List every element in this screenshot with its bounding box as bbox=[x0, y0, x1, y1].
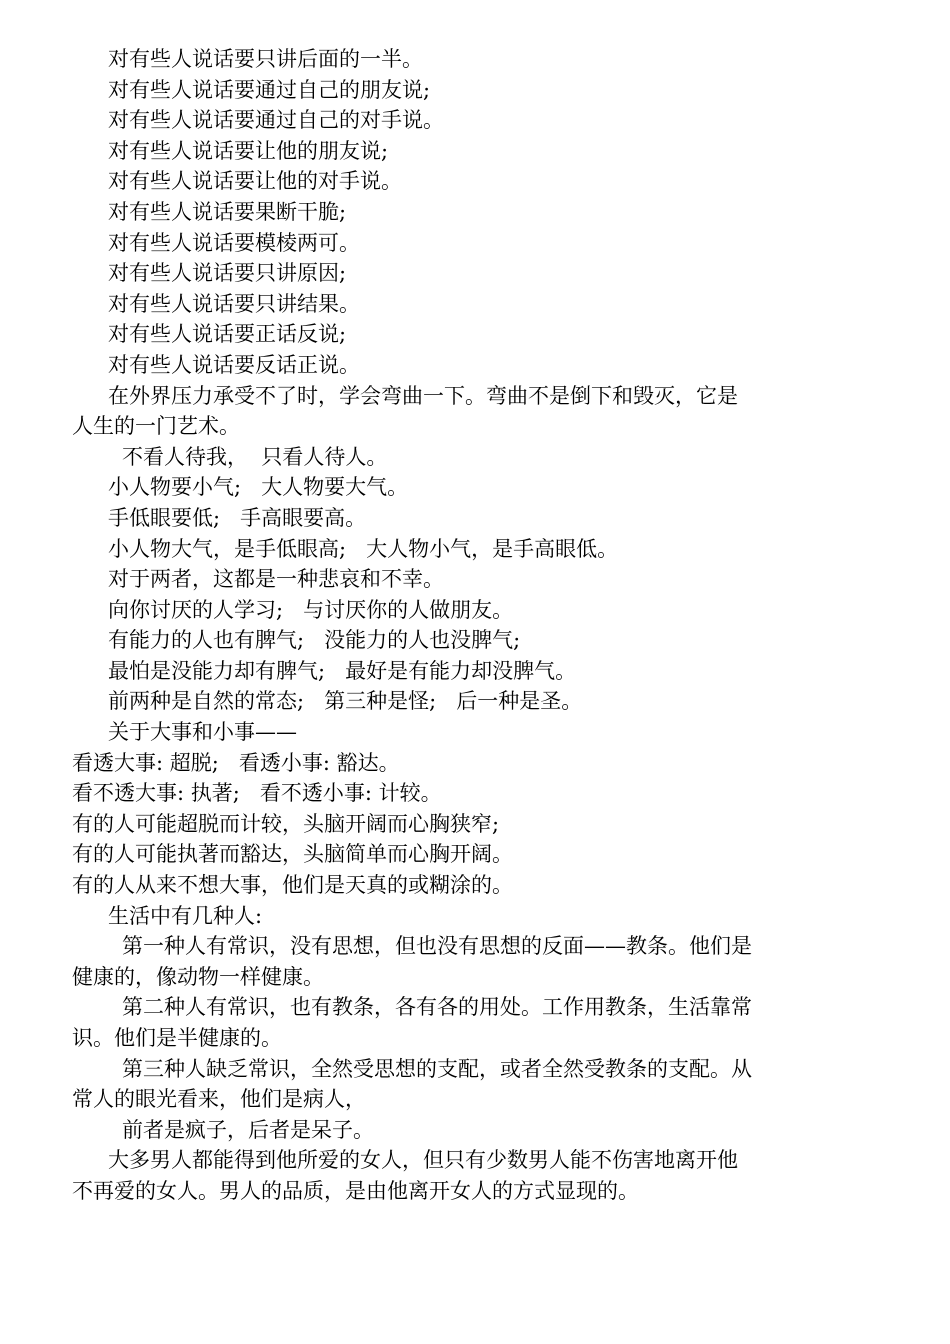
text-line: 对有些人说话要只讲结果。 bbox=[108, 291, 360, 316]
document-page bbox=[72, 44, 842, 1207]
text-line: 有能力的人也有脾气; 没能力的人也没脾气; bbox=[108, 628, 521, 653]
text-line: 对有些人说话要正话反说; bbox=[108, 322, 347, 347]
text-line: 向你讨厌的人学习; 与讨厌你的人做朋友。 bbox=[108, 597, 514, 622]
text-line: 对有些人说话要只讲后面的一半。 bbox=[108, 47, 423, 71]
text-line: 小人物要小气; 大人物要大气。 bbox=[108, 475, 409, 500]
text-line: 前两种是自然的常态; 第三种是怪; 后一种是圣。 bbox=[108, 689, 583, 714]
text-line: 对有些人说话要让他的朋友说; bbox=[108, 138, 389, 163]
text-line: 对有些人说话要通过自己的对手说。 bbox=[108, 108, 444, 133]
text-line: 人生的一门艺术。 bbox=[72, 414, 240, 439]
text-line: 常人的眼光看来，他们是病人， bbox=[72, 1087, 366, 1112]
text-line: 大多男人都能得到他所爱的女人，但只有少数男人能不伤害地离开他 bbox=[108, 1148, 738, 1173]
text-line: 有的人可能超脱而计较，头脑开阔而心胸狭窄; bbox=[72, 811, 500, 836]
text-line: 生活中有几种人: bbox=[108, 903, 263, 928]
text-line: 看透大事: 超脱; 看透小事: 豁达。 bbox=[72, 750, 400, 775]
text-line: 对有些人说话要让他的对手说。 bbox=[108, 169, 402, 194]
text-line: 有的人从来不想大事，他们是天真的或糊涂的。 bbox=[72, 873, 513, 898]
text-line: 健康的，像动物一样健康。 bbox=[72, 964, 324, 989]
text-line: 不再爱的女人。男人的品质，是由他离开女人的方式显现的。 bbox=[72, 1178, 639, 1203]
text-line: 第一种人有常识，没有思想，但也没有思想的反面——教条。他们是 bbox=[122, 934, 752, 959]
text-line: 最怕是没能力却有脾气; 最好是有能力却没脾气。 bbox=[108, 658, 577, 683]
text-line: 手低眼要低; 手高眼要高。 bbox=[108, 505, 367, 530]
text-line: 对有些人说话要通过自己的朋友说; bbox=[108, 77, 431, 102]
text-line: 关于大事和小事—— bbox=[108, 720, 297, 745]
text-line: 在外界压力承受不了时，学会弯曲一下。弯曲不是倒下和毁灭，它是 bbox=[108, 383, 738, 408]
text-line: 第三种人缺乏常识，全然受思想的支配，或者全然受教条的支配。从 bbox=[122, 1056, 752, 1081]
text-line: 识。他们是半健康的。 bbox=[72, 1026, 282, 1050]
text-line: 不看人待我， 只看人待人。 bbox=[122, 444, 388, 469]
text-line: 对有些人说话要只讲原因; bbox=[108, 261, 347, 286]
text-line: 对有些人说话要果断干脆; bbox=[108, 199, 347, 224]
text-line: 前者是疯子，后者是呆子。 bbox=[122, 1117, 374, 1142]
text-line: 对有些人说话要模棱两可。 bbox=[108, 230, 360, 255]
text-line: 有的人可能执著而豁达，头脑简单而心胸开阔。 bbox=[72, 842, 513, 867]
text-line: 对有些人说话要反话正说。 bbox=[108, 352, 360, 377]
text-line: 第二种人有常识，也有教条，各有各的用处。工作用教条，生活靠常 bbox=[122, 995, 752, 1020]
text-line: 看不透大事: 执著; 看不透小事: 计较。 bbox=[72, 781, 442, 806]
text-line: 对于两者，这都是一种悲哀和不幸。 bbox=[108, 567, 444, 592]
text-line: 小人物大气，是手低眼高; 大人物小气，是手高眼低。 bbox=[108, 536, 619, 561]
